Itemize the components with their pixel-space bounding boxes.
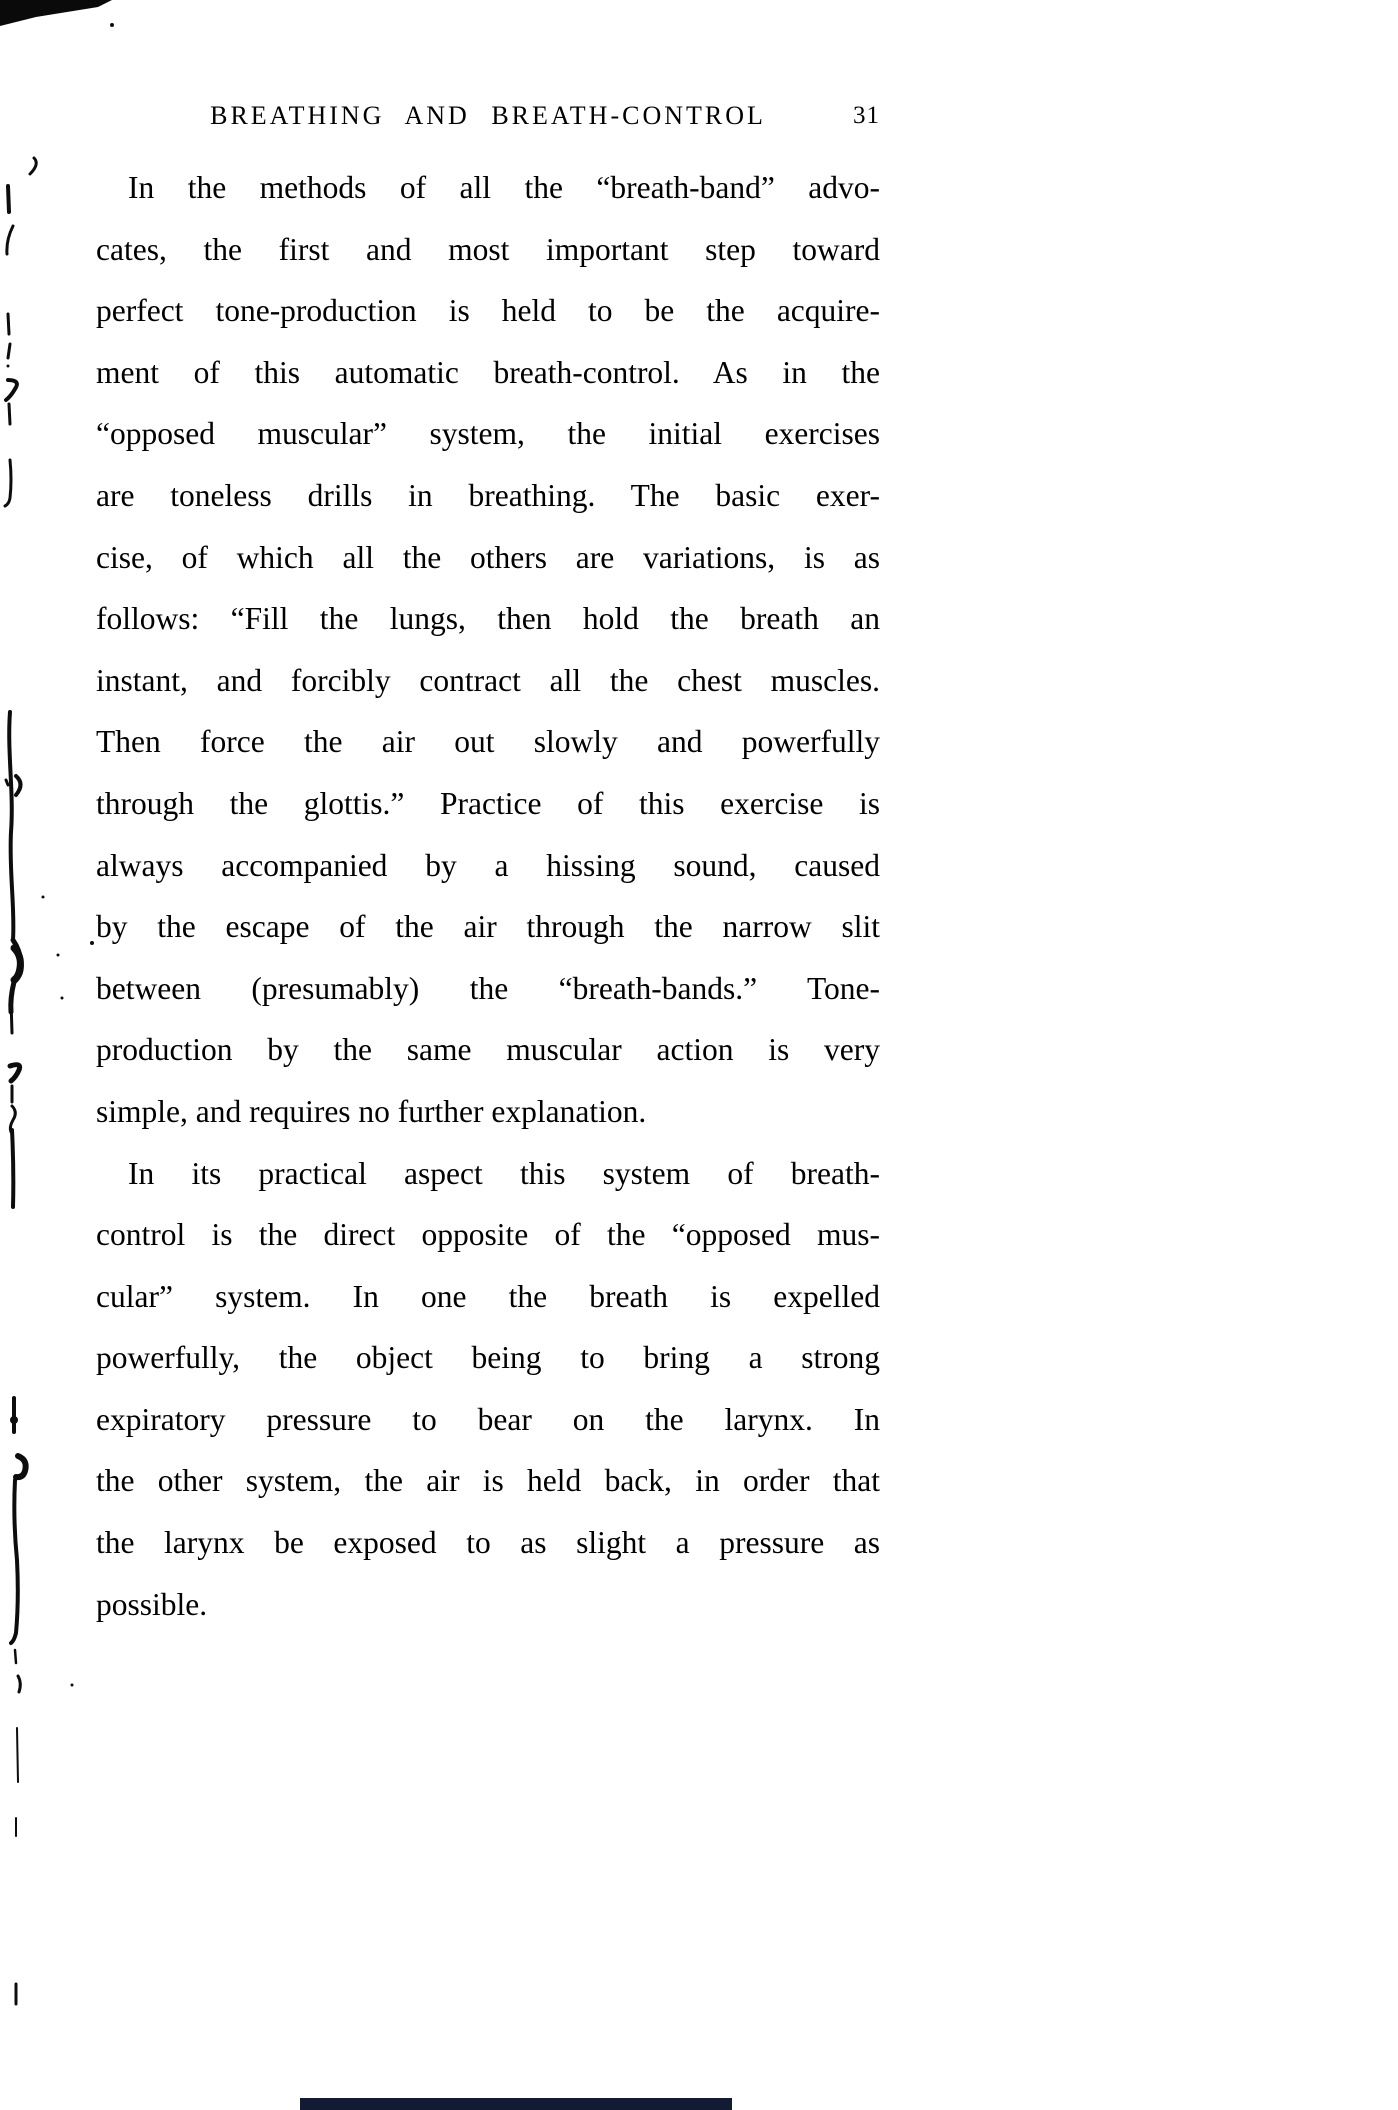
text-line: follows: “Fill the lungs, then hold the breath an	[96, 601, 880, 637]
text-line: ment of this automatic breath-control. As in the	[96, 354, 880, 390]
text-line: always accompanied by a hissing sound, caused	[96, 847, 880, 883]
text-line: Then force the air out slowly and powerfully	[96, 724, 880, 760]
text-line: cates, the first and most important step toward	[96, 231, 880, 267]
text-line: simple, and requires no further explanation.	[96, 1093, 647, 1129]
text-line: the larynx be exposed to as slight a pressure as	[96, 1525, 880, 1561]
text-line: instant, and forcibly contract all the chest muscles.	[96, 662, 880, 698]
text-line: by the escape of the air through the narrow slit	[96, 909, 880, 945]
page-header	[96, 101, 880, 135]
text-line: control is the direct opposite of the “opposed mus-	[96, 1217, 880, 1253]
text-line: production by the same muscular action is very	[96, 1032, 880, 1068]
paragraph	[96, 157, 880, 1143]
running-header-title: BREATHING AND BREATH-CONTROL	[210, 101, 766, 130]
text-line: perfect tone-production is held to be the acquire-	[96, 293, 880, 329]
text-line: are toneless drills in breathing. The basic exer-	[96, 477, 880, 513]
text-line: possible.	[96, 1586, 208, 1622]
text-line: powerfully, the object being to bring a strong	[96, 1340, 880, 1376]
text-line: expiratory pressure to bear on the larynx. In	[96, 1401, 880, 1437]
text-line: the other system, the air is held back, in order that	[96, 1463, 880, 1499]
paragraph	[96, 1143, 880, 1636]
page-number: 31	[853, 102, 880, 129]
text-line: In the methods of all the “breath-band” advo-	[128, 170, 880, 205]
corner-wedge-artifact	[0, 0, 112, 26]
text-line: through the glottis.” Practice of this exercise is	[96, 785, 880, 821]
text-line: “opposed muscular” system, the initial exercises	[96, 416, 880, 452]
text-line: cular” system. In one the breath is expelled	[96, 1278, 880, 1314]
text-line: cise, of which all the others are variations, is as	[96, 539, 880, 575]
body-text	[96, 157, 880, 1635]
text-line: between (presumably) the “breath-bands.” Tone-	[96, 970, 880, 1006]
bottom-edge-artifact	[300, 2098, 732, 2110]
text-line: In its practical aspect this system of breath-	[128, 1155, 880, 1191]
